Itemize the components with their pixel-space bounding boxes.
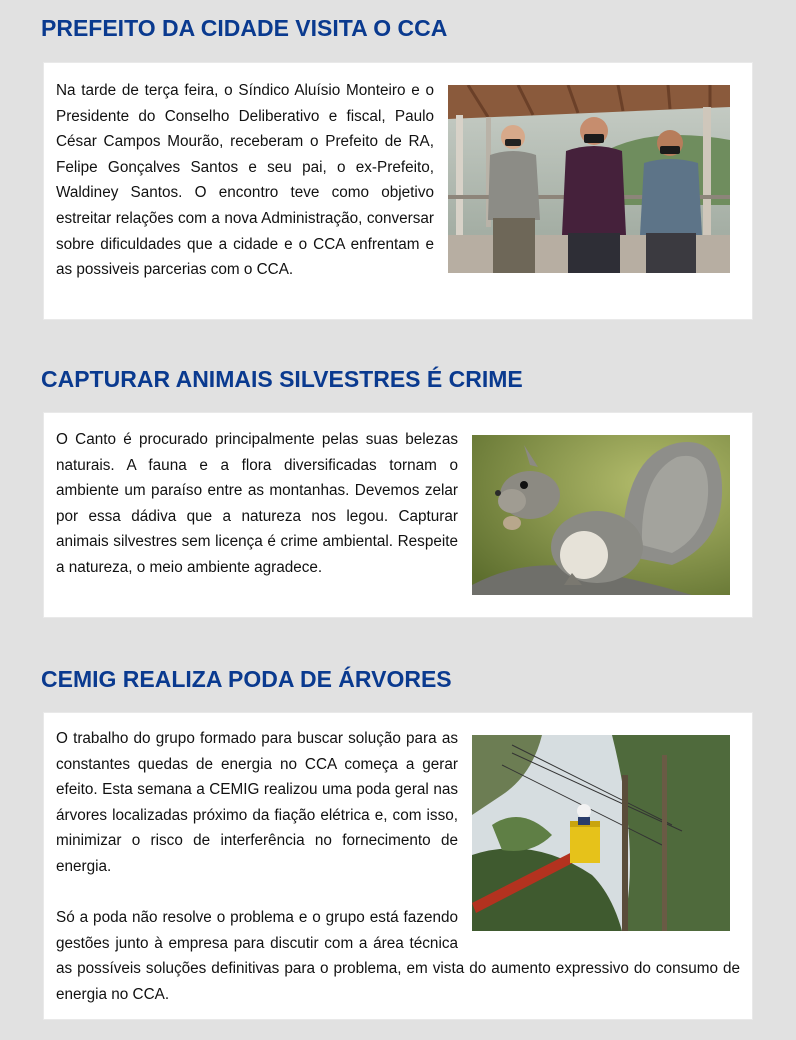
article-3-card — [43, 712, 753, 1020]
article-1-title: PREFEITO DA CIDADE VISITA O CCA — [41, 15, 448, 41]
article-1-paragraph-1: Na tarde de terça feira, o Síndico Aluísio Monteiro e o Presidente do Conselho Deliberativo e fiscal, Paulo César Campos Mourão, receberam o Prefeito de RA, Felipe Gonçalves Santos e seu pai, o ex-Prefeito, Waldiney Santos. O encontro teve como objetivo estreitar relações com a nova Administração, conversar sobre dificuldades que a cidade e o CCA enfrentam e as possiveis parcerias com o CCA. — [56, 82, 434, 279]
article-1-card — [43, 62, 753, 320]
article-3-title: CEMIG REALIZA PODA DE ÁRVORES — [41, 666, 452, 692]
article-2-photo — [472, 435, 730, 595]
article-2-card — [43, 412, 753, 618]
article-3-paragraph-1: O trabalho do grupo formado para buscar solução para as constantes quedas de energia no CCA começa a gerar efeito. Esta semana a CEMIG realizou uma poda geral nas árvores localizadas próximo da fiação elétrica e, com isso, minimizar o risco de interferência no fornecimento de energia. — [56, 730, 458, 875]
article-3-photo — [472, 735, 730, 931]
article-3-paragraph-2: Só a poda não resolve o problema e o grupo está fazendo gestões junto à empresa para discutir com a área técnica as possíveis soluções definitivas para o problema, em vista do aumento expressivo do consumo de energia no CCA. — [56, 909, 740, 1003]
article-1-photo — [448, 85, 730, 273]
article-2-title: CAPTURAR ANIMAIS SILVESTRES É CRIME — [41, 366, 523, 392]
article-2-body — [56, 427, 730, 581]
article-1-body — [56, 78, 730, 283]
article-3-body — [56, 726, 740, 1008]
article-2-paragraph-1: O Canto é procurado principalmente pelas suas belezas naturais. A fauna e a flora diversificadas tornam o ambiente um paraíso entre as montanhas. Devemos zelar por essa dádiva que a natureza nos legou. Capturar animais silvestres sem licença é crime ambiental. Respeite a natureza, o meio ambiente agradece. — [56, 431, 458, 576]
